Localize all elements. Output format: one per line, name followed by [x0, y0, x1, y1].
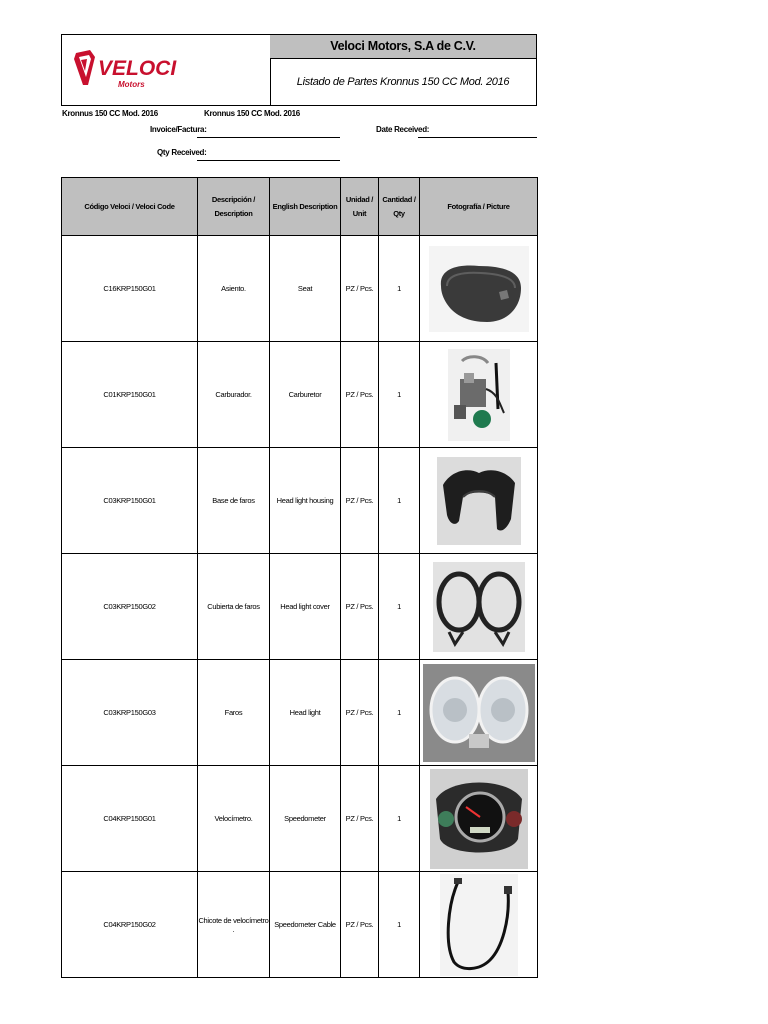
- headlight-photo: [423, 664, 535, 762]
- date-received-label: Date Received:: [376, 125, 430, 134]
- headlight-housing-photo: [437, 457, 521, 545]
- cell-picture: [420, 872, 538, 978]
- qty-received-label: Qty Received:: [157, 148, 207, 157]
- cell-english: Carburetor: [270, 342, 341, 448]
- cell-unit: PZ / Pcs.: [341, 766, 379, 872]
- carburetor-photo: [448, 349, 510, 441]
- header-description: Descripción / Description: [198, 178, 270, 236]
- cell-code: C16KRP150G01: [62, 236, 198, 342]
- cell-english: Seat: [270, 236, 341, 342]
- cell-picture: [420, 236, 538, 342]
- cell-unit: PZ / Pcs.: [341, 236, 379, 342]
- cell-picture: [420, 554, 538, 660]
- cell-qty: 1: [379, 236, 420, 342]
- cell-english: Head light: [270, 660, 341, 766]
- cell-qty: 1: [379, 766, 420, 872]
- cell-description: Chicote de velocímetro .: [198, 872, 270, 978]
- speedometer-cable-photo: [440, 874, 518, 976]
- date-received-field-line[interactable]: [418, 137, 537, 138]
- table-row: [62, 236, 538, 342]
- cell-description: Base de faros: [198, 448, 270, 554]
- logo-cell: [62, 35, 271, 105]
- cell-english: Speedometer Cable: [270, 872, 341, 978]
- cell-description: Cubierta de faros: [198, 554, 270, 660]
- logo-subtext: Motors: [118, 80, 145, 89]
- header-english: English Description: [270, 178, 341, 236]
- qty-received-field-line[interactable]: [197, 160, 340, 161]
- cell-qty: 1: [379, 660, 420, 766]
- table-row: [62, 342, 538, 448]
- header-picture: Fotografía / Picture: [420, 178, 538, 236]
- cell-description: Carburador.: [198, 342, 270, 448]
- cell-unit: PZ / Pcs.: [341, 342, 379, 448]
- table-row: [62, 554, 538, 660]
- veloci-logo: [62, 35, 270, 105]
- cell-qty: 1: [379, 342, 420, 448]
- invoice-field-line[interactable]: [197, 137, 340, 138]
- table-row: [62, 766, 538, 872]
- speedometer-photo: [430, 769, 528, 869]
- cell-code: C03KRP150G02: [62, 554, 198, 660]
- parts-table: [61, 177, 538, 978]
- table-row: [62, 872, 538, 978]
- table-header-row: [62, 178, 538, 236]
- cell-code: C03KRP150G01: [62, 448, 198, 554]
- cell-description: Faros: [198, 660, 270, 766]
- cell-picture: [420, 660, 538, 766]
- cell-description: Velocímetro.: [198, 766, 270, 872]
- document-header: [61, 34, 537, 106]
- model-label-right: Kronnus 150 CC Mod. 2016: [204, 109, 300, 118]
- cell-qty: 1: [379, 554, 420, 660]
- logo-text: VELOCI: [98, 57, 177, 80]
- header-qty: Cantidad / Qty: [379, 178, 420, 236]
- company-name: Veloci Motors, S.A de C.V.: [270, 35, 536, 59]
- cell-english: Head light housing: [270, 448, 341, 554]
- cell-picture: [420, 342, 538, 448]
- cell-unit: PZ / Pcs.: [341, 660, 379, 766]
- cell-unit: PZ / Pcs.: [341, 554, 379, 660]
- table-row: [62, 448, 538, 554]
- cell-picture: [420, 766, 538, 872]
- cell-picture: [420, 448, 538, 554]
- headlight-cover-photo: [433, 562, 525, 652]
- table-row: [62, 660, 538, 766]
- cell-code: C04KRP150G02: [62, 872, 198, 978]
- cell-description: Asiento.: [198, 236, 270, 342]
- model-label-left: Kronnus 150 CC Mod. 2016: [62, 109, 158, 118]
- invoice-label: Invoice/Factura:: [150, 125, 207, 134]
- cell-qty: 1: [379, 448, 420, 554]
- cell-qty: 1: [379, 872, 420, 978]
- cell-code: C04KRP150G01: [62, 766, 198, 872]
- cell-unit: PZ / Pcs.: [341, 448, 379, 554]
- cell-code: C03KRP150G03: [62, 660, 198, 766]
- header-code: Código Veloci / Veloci Code: [62, 178, 198, 236]
- cell-unit: PZ / Pcs.: [341, 872, 379, 978]
- cell-english: Head light cover: [270, 554, 341, 660]
- cell-english: Speedometer: [270, 766, 341, 872]
- cell-code: C01KRP150G01: [62, 342, 198, 448]
- seat-photo: [429, 246, 529, 332]
- header-unit: Unidad / Unit: [341, 178, 379, 236]
- listing-title: Listado de Partes Kronnus 150 CC Mod. 2016: [296, 76, 510, 88]
